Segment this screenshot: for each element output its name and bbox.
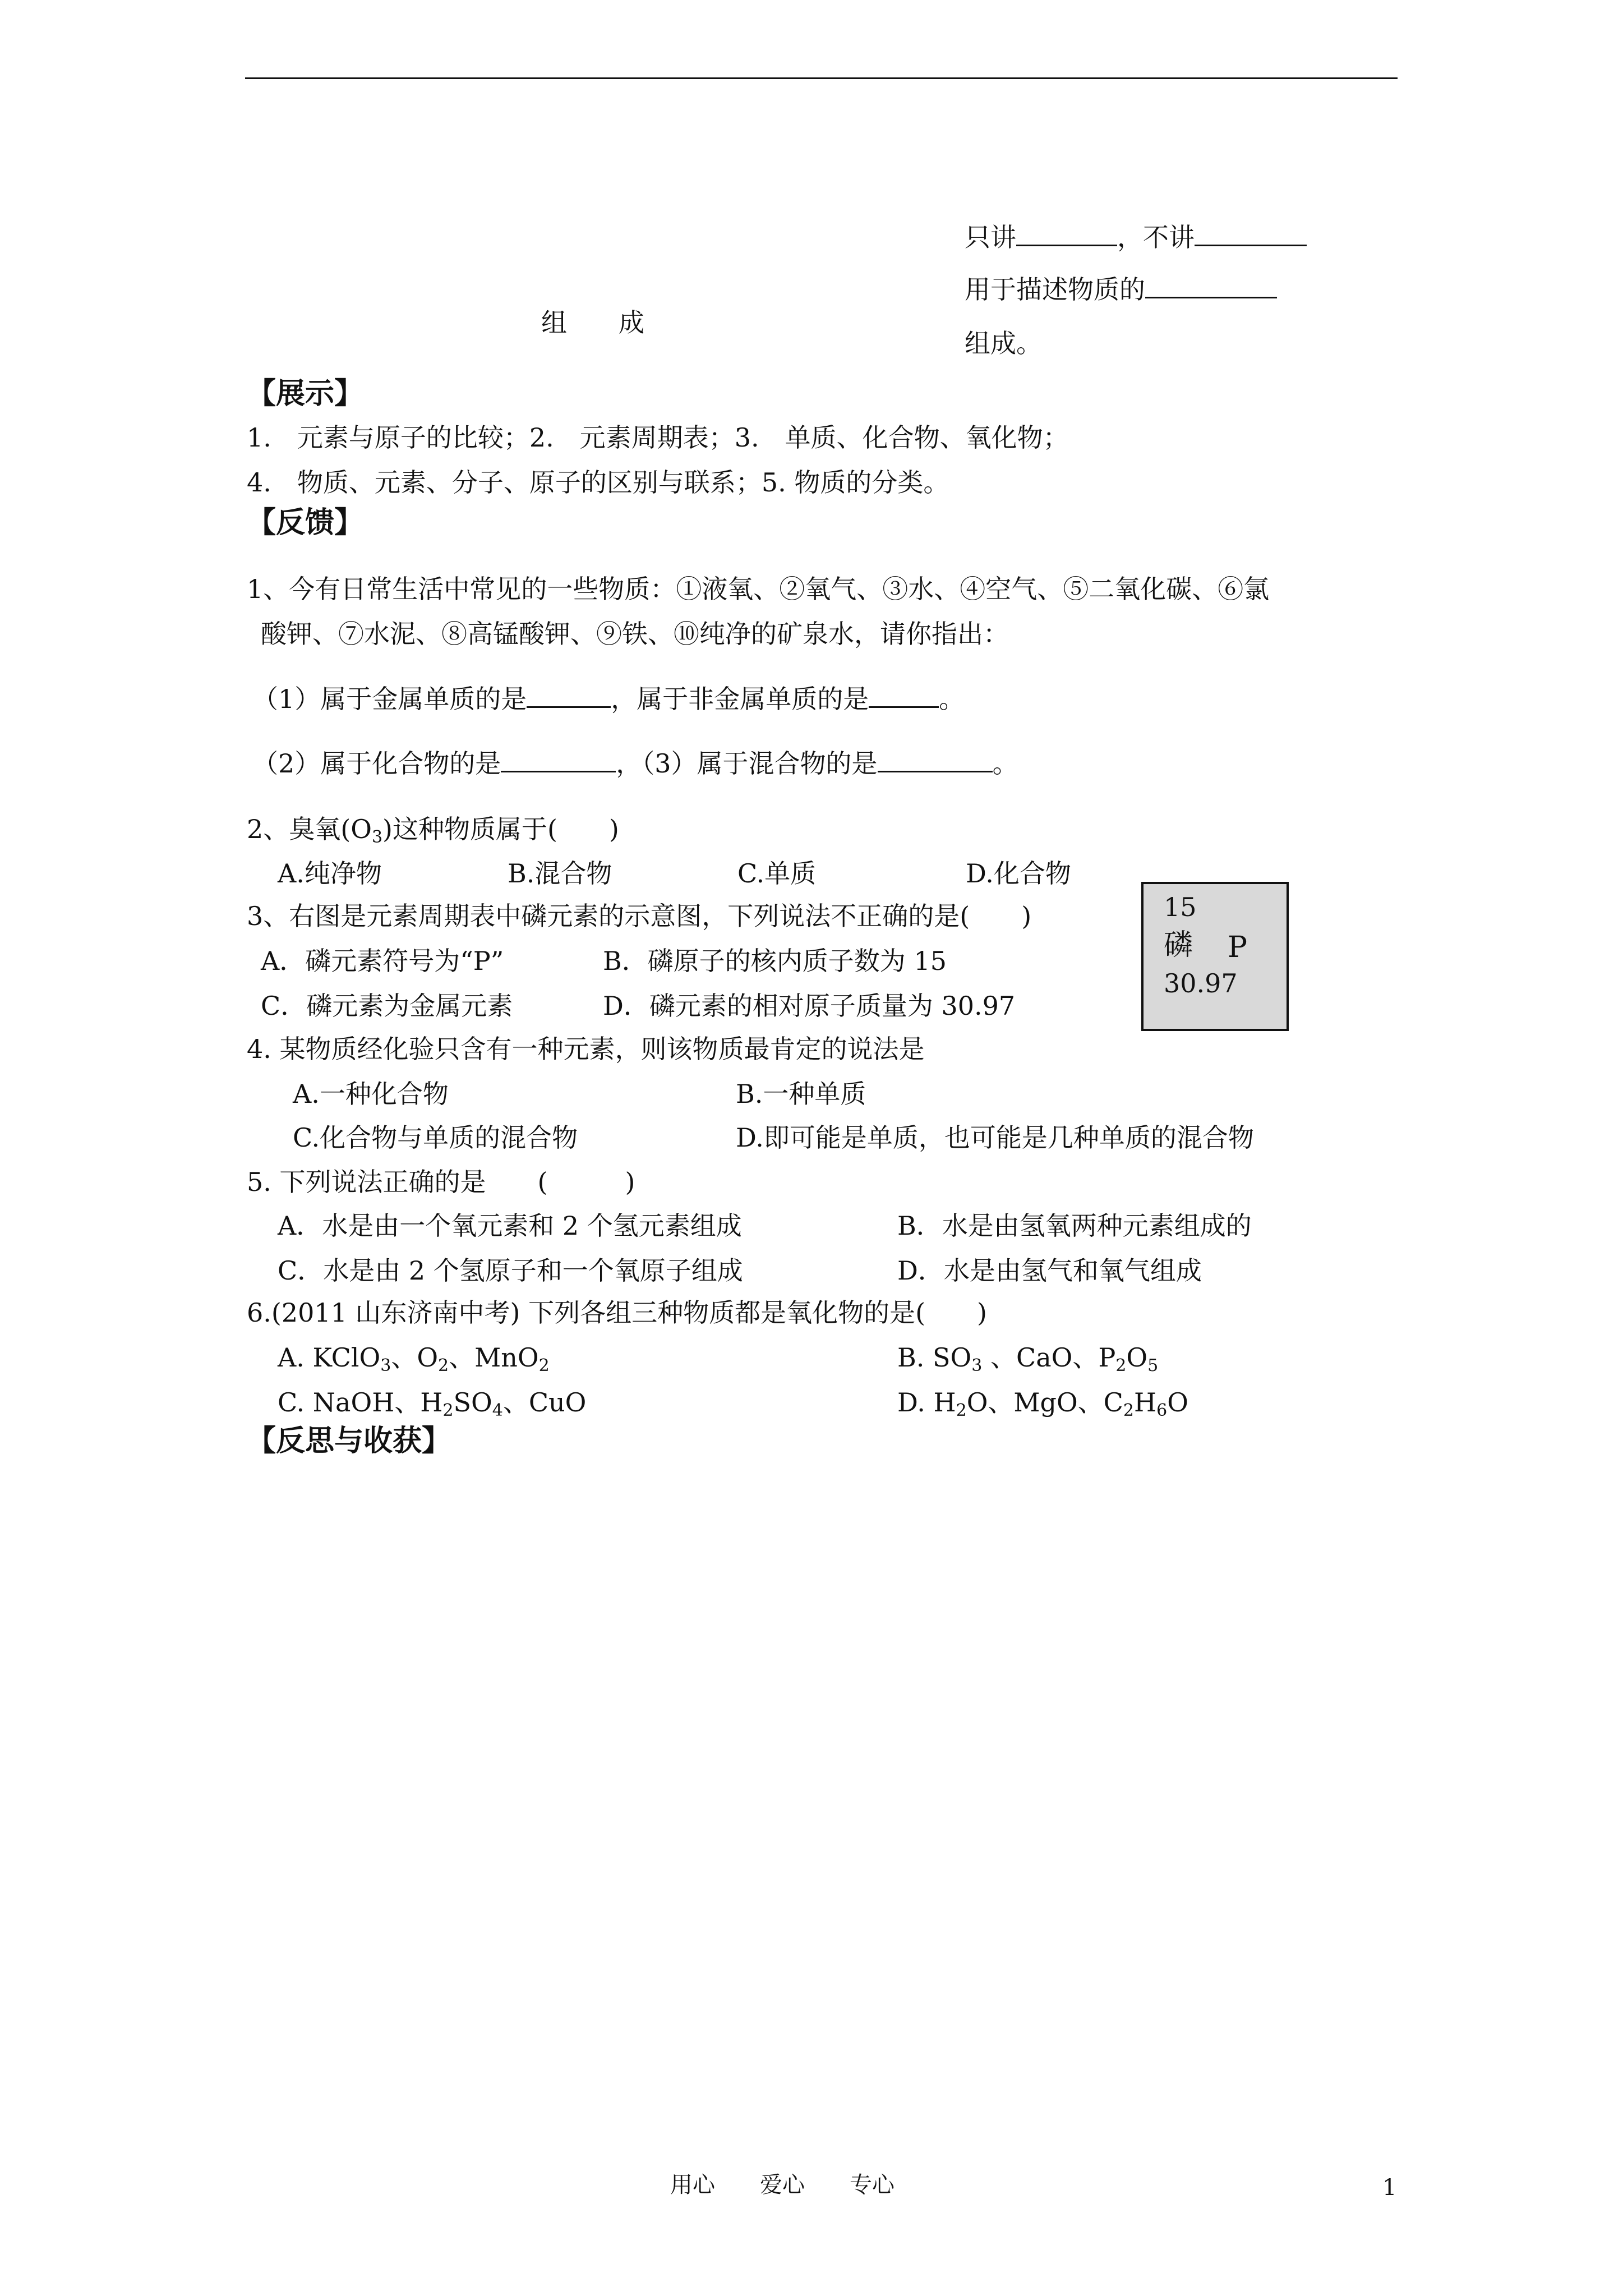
q5-option-b[interactable]: B．水是由氢氧两种元素组成的 xyxy=(897,1211,1252,1241)
q1-text: ，（3）属于混合物的是 xyxy=(616,748,878,779)
q5-option-a[interactable]: A．水是由一个氧元素和 2 个氢元素组成 xyxy=(278,1211,742,1241)
header-line-3: 组成。 xyxy=(965,328,1042,358)
q4-option-d[interactable]: D.即可能是单质，也可能是几种单质的混合物 xyxy=(736,1122,1254,1153)
q1-text: ，属于非金属单质的是 xyxy=(611,684,869,714)
q3-option-a[interactable]: A．磷元素符号为“P” xyxy=(261,946,504,976)
q4-stem: 4. 某物质经化验只含有一种元素，则该物质最肯定的说法是 xyxy=(247,1034,925,1064)
q6-option-c[interactable]: C. NaOH、$H_2SO_4$、CuO xyxy=(278,1387,587,1420)
q2-stem xyxy=(247,812,619,846)
header-left-word: 组 成 xyxy=(541,307,644,338)
q1-stem-line-2: 酸钾、⑦水泥、⑧高锰酸钾、⑨铁、⑩纯净的矿泉水，请你指出： xyxy=(261,619,1009,649)
show-line-2: 4. 物质、元素、分子、原子的区别与联系；5. 物质的分类。 xyxy=(247,467,949,498)
q2-text: 2、臭氧(O xyxy=(247,814,372,844)
q6-option-a[interactable]: A. KClO$_3$、$O_2$、MnO$_2$ xyxy=(278,1342,550,1375)
header-line-2 xyxy=(965,272,1277,306)
q3-option-d[interactable]: D．磷元素的相对原子质量为 30.97 xyxy=(603,991,1016,1021)
answer-blank[interactable] xyxy=(878,746,993,772)
section-heading-reflect: 【反思与收获】 xyxy=(247,1424,451,1458)
atomic-number: 15 xyxy=(1164,892,1197,922)
q5-stem: 5. 下列说法正确的是 ( ) xyxy=(247,1167,635,1197)
q5-option-c[interactable]: C．水是由 2 个氢原子和一个氧原子组成 xyxy=(278,1255,743,1286)
answer-blank[interactable] xyxy=(527,682,611,708)
header-text: 用于描述物质的 xyxy=(965,274,1145,305)
element-name: 磷 xyxy=(1164,928,1193,962)
q1-part-1 xyxy=(252,682,965,716)
section-heading-feedback: 【反馈】 xyxy=(247,505,364,540)
q6-option-b[interactable]: B. $SO_3$ 、CaO、$P_2O_5$ xyxy=(897,1342,1159,1375)
q4-option-b[interactable]: B.一种单质 xyxy=(736,1079,866,1109)
q1-text: 。 xyxy=(939,684,965,714)
q4-option-a[interactable]: A.一种化合物 xyxy=(293,1079,449,1109)
footer-motto: 用心 爱心 专心 xyxy=(670,2172,895,2198)
q3-option-b[interactable]: B．磷原子的核内质子数为 15 xyxy=(603,946,947,976)
answer-blank[interactable] xyxy=(869,682,939,708)
q2-text: )这种物质属于( ) xyxy=(382,814,619,844)
section-heading-show: 【展示】 xyxy=(247,376,364,411)
page-number: 1 xyxy=(1382,2175,1397,2201)
header-text: ，不讲 xyxy=(1117,222,1195,252)
q1-part-2 xyxy=(252,746,1018,780)
q2-option-b[interactable]: B.混合物 xyxy=(508,858,612,889)
answer-blank[interactable] xyxy=(501,746,616,772)
q2-option-a[interactable]: A.纯净物 xyxy=(278,858,382,889)
atomic-mass: 30.97 xyxy=(1164,968,1238,999)
phosphorus-element-card xyxy=(1141,882,1289,1031)
q5-option-d[interactable]: D．水是由氢气和氧气组成 xyxy=(897,1255,1202,1286)
answer-blank[interactable] xyxy=(1145,272,1277,298)
q6-option-d[interactable]: D. $H_2O$、MgO、$C_2H_6O$ xyxy=(897,1387,1188,1420)
show-line-1: 1. 元素与原子的比较；2. 元素周期表；3. 单质、化合物、氧化物； xyxy=(247,422,1069,453)
q1-text: 。 xyxy=(992,748,1018,779)
header-line-1 xyxy=(965,220,1307,254)
q1-stem-line-1: 1、今有日常生活中常见的一些物质：①液氧、②氧气、③水、④空气、⑤二氧化碳、⑥氯 xyxy=(247,574,1270,604)
q2-option-d[interactable]: D.化合物 xyxy=(966,858,1071,889)
q1-text: （2）属于化合物的是 xyxy=(252,748,501,779)
q4-option-c[interactable]: C.化合物与单质的混合物 xyxy=(293,1122,578,1153)
answer-blank[interactable] xyxy=(1195,220,1307,246)
element-symbol: P xyxy=(1228,931,1247,964)
q6-stem: 6.(2011 山东济南中考) 下列各组三种物质都是氧化物的是( ) xyxy=(247,1297,987,1328)
q3-option-c[interactable]: C．磷元素为金属元素 xyxy=(261,991,513,1021)
subscript: 3 xyxy=(371,827,383,847)
q2-option-c[interactable]: C.单质 xyxy=(737,858,817,889)
answer-blank[interactable] xyxy=(1016,220,1117,246)
q1-text: （1）属于金属单质的是 xyxy=(252,684,527,714)
q3-stem: 3、右图是元素周期表中磷元素的示意图，下列说法不正确的是( ) xyxy=(247,901,1032,931)
header-text: 只讲 xyxy=(965,222,1016,252)
header-rule xyxy=(245,77,1398,79)
